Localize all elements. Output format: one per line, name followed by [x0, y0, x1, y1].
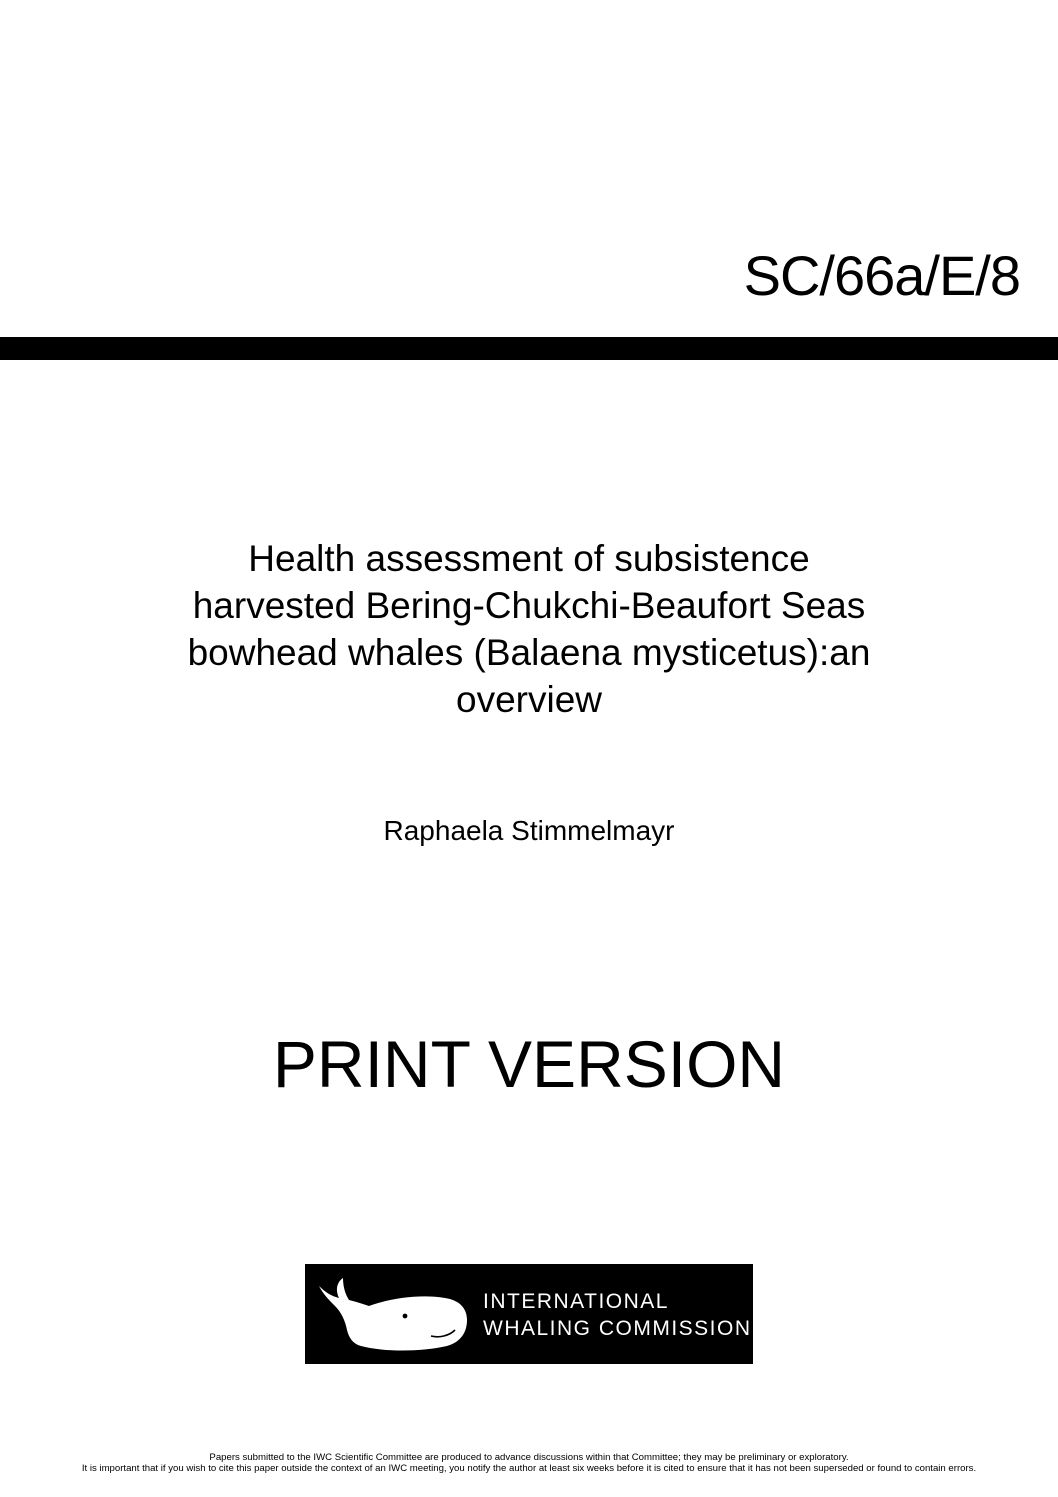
- logo-line: WHALING COMMISSION: [483, 1317, 752, 1340]
- footer-line: Papers submitted to the IWC Scientific Committee are produced to advance discussions within that Committee; they may be preliminary or exploratory.: [209, 1452, 849, 1463]
- header-rule: [0, 337, 1058, 360]
- whale-icon: [313, 1272, 473, 1356]
- footer-disclaimer: [0, 1452, 1058, 1474]
- iwc-logo: [305, 1264, 753, 1364]
- version-label: PRINT VERSION: [272, 1027, 786, 1101]
- logo-line: INTERNATIONAL: [483, 1290, 669, 1313]
- document-title: [60, 535, 998, 723]
- title-line: overview: [456, 679, 602, 720]
- title-line: Health assessment of subsistence: [248, 538, 810, 579]
- document-code: SC/66a/E/8: [743, 244, 1020, 307]
- title-line: harvested Bering-Chukchi-Beaufort Seas: [192, 585, 866, 626]
- title-line: bowhead whales (Balaena mysticetus):an: [187, 632, 871, 673]
- author-name: Raphaela Stimmelmayr: [383, 815, 675, 846]
- footer-line: It is important that if you wish to cite this paper outside the context of an IWC meeting, you notify the author at least six weeks before it is cited to ensure that it has not been superseded or found to contain errors.: [81, 1463, 977, 1474]
- logo-text: [483, 1288, 752, 1342]
